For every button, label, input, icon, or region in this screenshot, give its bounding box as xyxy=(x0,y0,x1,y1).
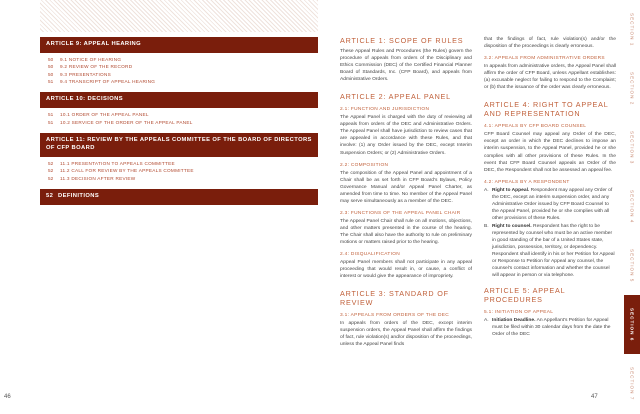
toc-header[interactable] xyxy=(40,189,318,205)
toc-label: 11.1 PRESENTATION TO APPEALS COMMITTEE xyxy=(60,160,175,166)
toc-column xyxy=(40,0,318,414)
toc-article-11 xyxy=(40,133,318,182)
toc-header[interactable] xyxy=(40,133,318,157)
toc-header-label: DEFINITIONS xyxy=(58,192,100,199)
section-heading: 2.4: DISQUALIFICATION xyxy=(340,252,401,258)
toc-item[interactable] xyxy=(48,111,318,118)
paragraph: The composition of the Appeal Panel and appointment of a Chair shall be as set forth in CFP Board's Bylaws, Policy Governance Manual and/or Appeal Panel Charter, as amended from time to time. No member of the Appeal Panel may serve simultaneously as a member of the DEC. xyxy=(340,170,472,204)
paragraph: that the findings of fact, rule violation(s) and/or the disposition of the proceedings is clearly erroneous. xyxy=(484,37,616,50)
page-number-right: 47 xyxy=(591,394,598,400)
toc-page: 51 xyxy=(48,79,54,85)
section-heading: 4.2: APPEALS BY A RESPONDENT xyxy=(484,179,570,185)
article-heading: ARTICLE 2: APPEAL PANEL xyxy=(340,92,451,102)
toc-header-label: ARTICLE 10: DECISIONS xyxy=(46,96,124,103)
toc-page: 52 xyxy=(48,160,54,166)
toc-header-page: 52 xyxy=(46,192,54,199)
toc-header-label: ARTICLE 9: APPEAL HEARING xyxy=(46,41,142,47)
section-heading: 2.3: FUNCTIONS OF THE APPEAL PANEL CHAIR xyxy=(340,210,461,216)
list-item-title: Right to Appeal. xyxy=(492,187,530,193)
article-heading: ARTICLE 1: SCOPE OF RULES xyxy=(340,36,464,45)
section-tab-label: SECTION 1 xyxy=(629,12,635,47)
toc-item[interactable] xyxy=(48,160,318,167)
list-item-title: Initiation Deadline. xyxy=(492,318,536,324)
paragraph: The Appeal Panel is charged with the duty of reviewing all appeals from orders of the DEC and Administrative Orders. The Appeal Panel shall have jurisdiction to review cases that are appealed in accordance with these Rules, and that involve: (1) any Order issued by the DEC, except Interim Suspension Orders; or (2) Administrative Orders. xyxy=(340,115,472,156)
section-tab-4[interactable] xyxy=(624,177,640,236)
list-letter: B. xyxy=(484,223,489,229)
toc-label: 9.3 PRESENTATIONS xyxy=(60,71,111,77)
toc-item[interactable] xyxy=(48,78,318,85)
toc-definitions xyxy=(40,189,318,205)
section-tab-7[interactable] xyxy=(624,354,640,414)
section-tab-label: SECTION 2 xyxy=(629,71,635,106)
toc-header[interactable] xyxy=(40,37,318,53)
article-heading: ARTICLE 5: APPEAL PROCEDURES xyxy=(484,286,566,305)
list-letter: A. xyxy=(484,318,489,324)
section-heading: 5.1: INITIATION OF APPEAL xyxy=(484,310,554,316)
toc-page: 52 xyxy=(48,168,54,174)
toc-label: 10.2 SERVICE OF THE ORDER OF THE APPEAL PANEL xyxy=(60,119,193,125)
toc-label: 9.4 TRANSCRIPT OF APPEAL HEARING xyxy=(60,79,156,85)
article-heading: ARTICLE 3: STANDARD OF REVIEW xyxy=(340,289,449,308)
section-tab-label: SECTION 7 xyxy=(629,367,635,401)
toc-label: 11.3 DECISION AFTER REVIEW xyxy=(60,175,136,181)
toc-page: 52 xyxy=(48,175,54,181)
paragraph: CFP Board Counsel may appeal any Order of the DEC, except an order in which the DEC declines to impose an interim suspension, to the Appeal Panel, provided he or she complies with all other provisions of these Rules. In the event that CFP Board Counsel appeals an Order of the DEC, the Respondent shall not be assessed an appeal fee. xyxy=(484,132,616,173)
toc-label: 9.2 REVIEW OF THE RECORD xyxy=(60,64,133,70)
toc-item[interactable] xyxy=(48,175,318,182)
toc-item[interactable] xyxy=(48,167,318,174)
section-heading: 3.2: APPEALS FROM ADMINISTRATIVE ORDERS xyxy=(484,56,605,62)
list-item xyxy=(484,187,616,222)
paragraph: The Appeal Panel Chair shall rule on all motions, objections, and other matters presented in the course of the hearing. The Chair shall also have the authority to rule on preliminary motions or matters raised prior to the hearing. xyxy=(340,218,472,246)
toc-article-10 xyxy=(40,92,318,126)
toc-article-9 xyxy=(40,37,318,85)
toc-page: 50 xyxy=(48,64,54,70)
list-item xyxy=(484,223,616,279)
toc-label: 10.1 ORDER OF THE APPEAL PANEL xyxy=(60,112,149,118)
section-tab-label: SECTION 6 xyxy=(629,307,635,342)
list-item-text: Respondent has the right to be represented by counsel who must be an active member in good standing of the bar of a United States state, jurisdiction, possession, territory, or dependency. Respondent shall identify in his or her Petition for Appeal or Response to Petition for Appeal any counsel, the counsel's contact information and whether the counsel will appear in person or via telephone. xyxy=(492,223,615,279)
toc-header[interactable] xyxy=(40,92,318,108)
paragraph: Appeal Panel members shall not participate in any appeal proceeding that would result in, or cause, a conflict of interest or would give the appearance of impropriety. xyxy=(340,260,472,280)
section-heading: 2.1: FUNCTION AND JURISDICTION xyxy=(340,107,430,113)
toc-item[interactable] xyxy=(48,71,318,78)
decorative-hatch xyxy=(40,0,318,32)
section-tab-1[interactable] xyxy=(624,0,640,59)
section-tab-6[interactable] xyxy=(624,295,640,354)
text-column-2 xyxy=(484,36,616,340)
toc-page: 50 xyxy=(48,56,54,62)
section-heading: 2.2: COMPOSITION xyxy=(340,162,389,168)
list-letter: A. xyxy=(484,187,489,193)
section-tab-label: SECTION 4 xyxy=(629,189,635,224)
section-heading: 4.1: APPEALS BY CFP BOARD COUNSEL xyxy=(484,124,587,130)
list-item-title: Right to counsel. xyxy=(492,223,532,229)
toc-label: 11.2 CALL FOR REVIEW BY THE APPEALS COMMITTEE xyxy=(60,168,194,174)
section-tab-label: SECTION 3 xyxy=(629,130,635,165)
list-item xyxy=(484,317,616,338)
table-of-contents xyxy=(40,37,318,212)
toc-page: 51 xyxy=(48,119,54,125)
section-tab-5[interactable] xyxy=(624,236,640,295)
paragraph: In appeals from administrative orders, the Appeal Panel shall affirm the order of CFP Board, unless Appellant establishes: (a) excusable neglect for failing to respond to the Complaint; or (b) that the issuance of the order was clearly erroneous. xyxy=(484,64,616,91)
section-heading: 3.1: APPEALS FROM ORDERS OF THE DEC xyxy=(340,313,450,319)
list-item-text: Respondent may appeal any Order of the DEC, except an interim suspension order, and any Administrative Order issued by CFP Board Counsel to the Appeal Panel, provided he or she complies with all other provisions of these Rules. xyxy=(492,187,613,221)
toc-item[interactable] xyxy=(48,56,318,63)
section-tabs xyxy=(624,0,640,414)
toc-label: 9.1 NOTICE OF HEARING xyxy=(60,56,122,62)
section-tab-label: SECTION 5 xyxy=(629,248,635,283)
toc-item[interactable] xyxy=(48,119,318,126)
article-heading: ARTICLE 4: RIGHT TO APPEAL AND REPRESENTATION xyxy=(484,100,609,119)
toc-item[interactable] xyxy=(48,63,318,70)
toc-page: 50 xyxy=(48,71,54,77)
section-tab-3[interactable] xyxy=(624,118,640,177)
paragraph: These Appeal Rules and Procedures (the Rules) govern the procedure of appeals from orders of the Disciplinary and Ethics Commission (DEC) of the Certified Financial Planner Board of Standards, Inc. (CFP Board), and appeals from Administrative Orders. xyxy=(340,49,472,83)
section-tab-2[interactable] xyxy=(624,59,640,118)
page-number-left: 46 xyxy=(4,394,11,400)
toc-page: 51 xyxy=(48,112,54,118)
list-item-text: An Appellant's Petition for Appeal must be filed within 30 calendar days from the date the Order of the DEC xyxy=(492,318,611,338)
text-column-1 xyxy=(340,36,472,352)
toc-header-label: ARTICLE 11: REVIEW BY THE APPEALS COMMITTEE OF THE BOARD OF DIRECTORS OF CFP BOARD xyxy=(46,137,312,151)
paragraph: In appeals from orders of the DEC, except interim suspension orders, the Appeal Panel shall affirm the findings of fact, rule violation(s) and/or disposition of the proceedings, unless the Appeal Panel finds xyxy=(340,321,472,348)
